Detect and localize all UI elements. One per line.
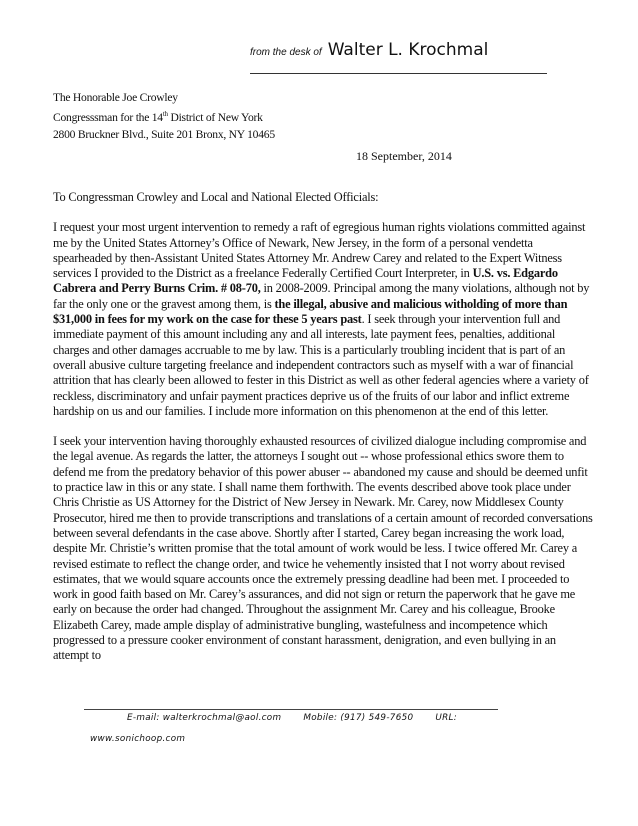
letterhead xyxy=(250,40,550,60)
recipient-title-text: Congresssman for the 14 xyxy=(53,110,163,124)
footer-mobile: Mobile: (917) 549-7650 xyxy=(303,713,414,723)
paragraph-1-text-b: in 2008-2009. Principal among the many violations, although not by far the only one or the gravest among them, is xyxy=(53,281,590,311)
recipient-street: 2800 Bruckner Blvd., Suite 201 Bronx, NY 10465 xyxy=(53,127,275,141)
letter-date: 18 September, 2014 xyxy=(356,149,452,163)
footer-contact xyxy=(127,713,479,723)
recipient-title xyxy=(53,106,275,126)
paragraph-2: I seek your intervention having thoroughly exhausted resources of civilized dialogue including compromise and the legal avenue. As regards the latter, the attorneys I sought out -- whose professional ethics swore them to defend me from the predatory behavior of this power abuser -- abandoned my cause and should be deemed unfit to practice law in this or any state. I shall name them forthwith. The events described above took place under Chris Christie as US Attorney for the District of New Jersey in Newark. Mr. Carey, now Middlesex County Prosecutor, hired me then to provide transcriptions and translations of a certain amount of recorded conversations between several defendants in the case above. Shortly after I started, Carey began increasing the work load, despite Mr. Christie’s written promise that the total amount of work would be less. I twice offered Mr. Carey a revised estimate to reflect the change order, and twice he vehemently insisted that I not worry about revised estimates, that we would square accounts once the extremely pressing deadline had been met. I proceeded to work in good faith based on Mr. Carey’s assurances, and did not sign or return the paperwork that he gave me early on because the order had changed. Throughout the assignment Mr. Carey and his colleague, Brooke Elizabeth Carey, made ample display of administrative bungling, wastefulness and incompetence which progressed to a pressure cooker environment of constant harassment, denigration, and even bullying in an attempt to xyxy=(53,434,593,663)
footer-email: E-mail: walterkrochmal@aol.com xyxy=(127,713,282,723)
case-citation: U.S. vs. Edgardo Cabrera and Perry Burns Crim. # 08-70, xyxy=(53,266,558,296)
letterhead-prefix: from the desk of xyxy=(250,47,322,58)
salutation: To Congressman Crowley and Local and National Elected Officials: xyxy=(53,190,379,204)
recipient-title-district: District of New York xyxy=(167,110,263,124)
recipient-name: The Honorable Joe Crowley xyxy=(53,91,178,104)
paragraph-1-text-c: . I seek through your intervention full and immediate payment of this amount including any and all interests, late payment fees, penalties, additional charges and other damages accruable to me by law. This is a particularly troubling incident that is part of an overall abusive culture targeting freelance and independent contractors such as myself with a war of financial attrition that has clearly been allowed to fester in this District as well as other federal agencies where a variety of reckless, discriminatory and unfair payment practices deprive us of the fruits of our labor and inflict extreme hardship on us and our families. I include more information on this phenomenon at the end of this letter. xyxy=(53,312,589,418)
footer-url-label: URL: xyxy=(435,713,458,723)
footer-divider xyxy=(84,709,498,710)
letterhead-name: Walter L. Krochmal xyxy=(327,40,489,60)
recipient-title-ordinal: th xyxy=(162,110,168,118)
footer-website: www.sonichoop.com xyxy=(90,734,186,744)
paragraph-1-text-a: I request your most urgent intervention to remedy a raft of egregious human rights violations committed against me by the United States Attorney’s Office of Newark, New Jersey, in the form of a personal vendetta spearheaded by then-Assistant United States Attorney Mr. Andrew Carey and related to the Expert Witness services I provided to the District as a freelance Federally Certified Court Interpreter, in xyxy=(53,220,586,281)
letterhead-divider xyxy=(250,73,547,74)
recipient-address xyxy=(53,89,275,143)
withholding-claim: the illegal, abusive and malicious witholding of more than $31,000 in fees for my work on the case for these 5 years past xyxy=(53,296,568,327)
paragraph-1 xyxy=(53,220,593,419)
letter-body xyxy=(53,190,593,679)
